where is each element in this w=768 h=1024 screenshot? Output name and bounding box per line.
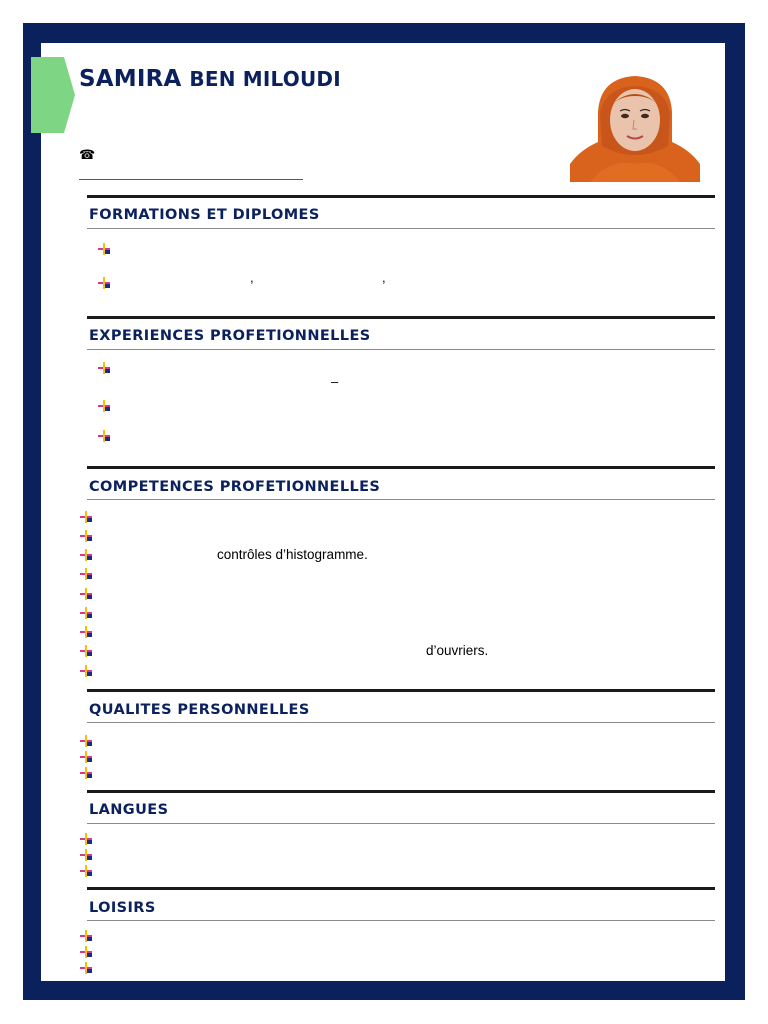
bullet-icon <box>79 832 93 846</box>
dash-mark: – <box>331 374 339 389</box>
bullet-icon <box>79 625 93 639</box>
bullet-icon <box>79 606 93 620</box>
section-rule-bottom <box>87 722 715 723</box>
bullet-icon <box>97 276 111 290</box>
section-rule-bottom <box>87 228 715 229</box>
section-rule-bottom <box>87 499 715 500</box>
bullet-icon <box>79 587 93 601</box>
comma-mark: , <box>382 270 386 285</box>
section-rule-top <box>87 689 715 692</box>
candidate-name <box>79 66 341 92</box>
bullet-icon <box>97 242 111 256</box>
last-name: BEN MILOUDI <box>189 67 341 91</box>
bullet-icon <box>79 567 93 581</box>
section-rule-bottom <box>87 823 715 824</box>
bullet-icon <box>79 734 93 748</box>
comma-mark: , <box>250 270 254 285</box>
bullet-icon <box>97 361 111 375</box>
bullet-icon <box>79 929 93 943</box>
section-rule-top <box>87 466 715 469</box>
bullet-icon <box>79 529 93 543</box>
competence-ouvriers-text: d’ouvriers. <box>426 643 489 658</box>
profile-photo <box>570 72 700 182</box>
telephone-icon: ☎ <box>79 147 96 162</box>
bullet-icon <box>79 644 93 658</box>
bullet-icon <box>79 510 93 524</box>
section-rule-top <box>87 195 715 198</box>
bullet-icon <box>97 399 111 413</box>
bullet-icon <box>79 864 93 878</box>
section-rule-bottom <box>87 920 715 921</box>
bullet-icon <box>79 664 93 678</box>
section-title-loisirs: LOISIRS <box>89 900 156 916</box>
section-title-qualites: QUALITES PERSONNELLES <box>89 702 310 718</box>
section-title-experiences: EXPERIENCES PROFETIONNELLES <box>89 328 371 344</box>
bullet-icon <box>79 750 93 764</box>
bullet-icon <box>79 848 93 862</box>
bullet-icon <box>79 945 93 959</box>
section-title-langues: LANGUES <box>89 802 169 818</box>
bullet-icon <box>79 548 93 562</box>
section-rule-top <box>87 790 715 793</box>
section-title-formations: FORMATIONS ET DIPLOMES <box>89 207 320 223</box>
contact-underline <box>79 179 303 180</box>
section-rule-top <box>87 316 715 319</box>
section-title-competences: COMPETENCES PROFETIONNELLES <box>89 479 381 495</box>
section-rule-top <box>87 887 715 890</box>
first-name: SAMIRA <box>79 66 182 92</box>
bullet-icon <box>97 429 111 443</box>
competence-histogram-text: contrôles d’histogramme. <box>217 547 368 562</box>
cv-page <box>41 43 725 981</box>
bullet-icon <box>79 961 93 975</box>
section-rule-bottom <box>87 349 715 350</box>
bullet-icon <box>79 766 93 780</box>
